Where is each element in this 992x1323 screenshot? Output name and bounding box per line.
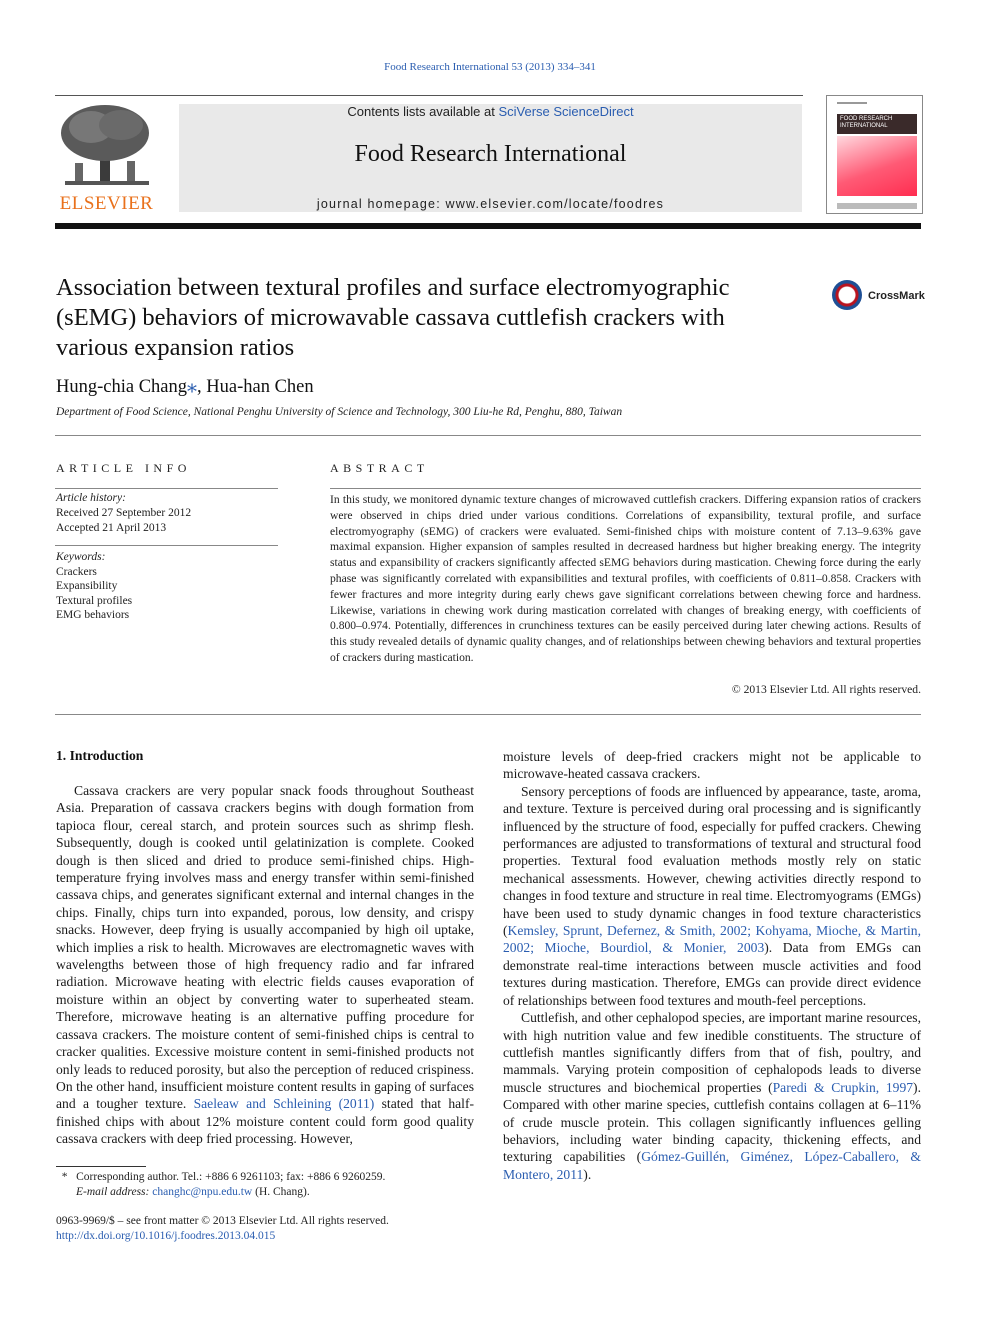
body-column-left: [56, 782, 474, 1148]
keyword: Expansibility: [56, 580, 118, 592]
paragraph-text: Cuttlefish, and other cephalopod species, are important marine resources, with high nutrition value and few inedible constituents. The structure of cuttlefish mantles significantly differs from that of fish, poultry, and mammals. Varying protein composition of cephalopods leads to diverse muscle structures and biochemical properties (: [503, 1010, 921, 1095]
footnote-text: Corresponding author. Tel.: +886 6 9261103; fax: +886 6 9260259.: [76, 1171, 386, 1183]
issn-line: 0963-9969/$ – see front matter © 2013 Elsevier Ltd. All rights reserved.: [56, 1215, 389, 1227]
email-suffix: (H. Chang).: [255, 1186, 310, 1198]
paragraph-text: ). Compared with other marine species, cuttlefish contains collagen at 6–11% of crude muscle protein. This collagen significantly influences gelling behaviors, including water binding capacity, thickening effects, and texturing capabilities (: [503, 1079, 921, 1165]
abstract-text: In this study, we monitored dynamic texture changes of microwaved cuttlefish crackers. Differing expansion ratios of crackers were observed in chips dried under various conditions. Correlations of expansibility, textural profile, and surface electromyography (sEMG) of crackers were evaluated. Semi-finished chips with moisture content of 7.13–9.63% gave maximal expansion. Higher expansion of samples resulted in decreased hardness but higher breaking energy. The integrity status and expansibility of crackers significantly affected sEMG behaviors during mastication. Chewing force during the early phase was significantly correlated with expansibilities and textural profiles, with coefficients of 0.811–0.858. Crackers with fewer fractures and more integrity during early chews gave significant correlations between chewing force and hardness. Likewise, variations in chewing work during mastication correlated with changes of breaking energy, with coefficients of 0.800–0.974. Potentially, differences in crunchiness textures can be easily perceived during later chewing actions. Results of this study revealed details of dynamic quality changes, and of relationships between chewing behaviors and textural properties of crackers during mastication.: [330, 493, 921, 664]
history-label: Article history:: [56, 492, 126, 504]
divider: [55, 714, 921, 715]
header-thick-rule: [55, 223, 921, 229]
paragraph-text: ).: [583, 1166, 592, 1182]
paragraph: [56, 782, 474, 1148]
received-date: Received 27 September 2012: [56, 506, 192, 519]
cover-topline: [837, 102, 867, 104]
citation-link[interactable]: Kemsley, Sprunt, Defernez, & Smith, 2002; Kohyama, Mioche, & Martin, 2002; Mioche, Bourdiol, & Monier, 2003: [503, 923, 921, 956]
keyword: Textural profiles: [56, 594, 133, 607]
abstract-heading: ABSTRACT: [330, 461, 429, 475]
corresponding-author-star[interactable]: ⁎: [187, 375, 198, 397]
article-info-heading: ARTICLE INFO: [56, 461, 191, 475]
cover-title: FOOD RESEARCH INTERNATIONAL: [840, 116, 893, 129]
journal-cover-thumbnail[interactable]: [826, 95, 923, 214]
accepted-date: Accepted 21 April 2013: [56, 521, 167, 534]
footnote-line: [56, 1170, 385, 1185]
citation-link[interactable]: Saeleaw and Schleining (2011): [193, 1096, 375, 1112]
divider: [330, 488, 921, 489]
paragraph-text: Cassava crackers are very popular snack foods throughout Southeast Asia. Preparation of cassava crackers begins with dough formation from tapioca flour, cereal starch, and protein sources such as shrimp flesh. Subsequently, dough is cooked until gelatinization is complete. Cooked dough is then sliced and dried to produce semi-finished chips. High-temperature frying involves mass and energy transfer within semi-finished cassava chips, and generates significant external and internal changes in the chips. Finally, chips turn into expanded, porous, low density, and crispy snacks. However, deep frying is usually accompanied by high oil uptake, which implies a risk to health. Microwaves are electromagnetic waves with wavelengths between those of high frequency radio and far infrared radiation. Microwave heating with electric fields causes evaporation of moisture within an object by converting water to superheated steam. Therefore, microwave heating is an alternative puffing procedure for cassava crackers. The moisture content of semi-finished chips is central to cracker qualities. Excessive moisture content in semi-finished products not only leads to reduced porosity, but also the perception of reduced crispiness. On the other hand, insufficient moisture content results in gaping of surfaces and a tougher texture.: [56, 783, 474, 1112]
citation-link[interactable]: Gómez-Guillén, Giménez, López-Caballero, & Montero, 2011: [503, 1149, 921, 1182]
divider: [55, 435, 921, 436]
front-matter: [56, 1214, 389, 1244]
journal-title: Food Research International: [354, 141, 627, 167]
keywords-list: [56, 550, 132, 623]
keyword: EMG behaviors: [56, 609, 130, 621]
author-separator: ,: [197, 377, 207, 397]
email-label: E-mail address:: [76, 1186, 150, 1198]
citation-link[interactable]: Paredi & Crupkin, 1997: [772, 1079, 914, 1095]
author-name[interactable]: Hua-han Chen: [206, 377, 314, 397]
header-rule: [55, 95, 803, 96]
paragraph: [503, 783, 921, 1009]
keywords-label: Keywords:: [56, 551, 106, 563]
cover-footer: [837, 203, 917, 209]
email-link[interactable]: changhc@npu.edu.tw: [152, 1186, 253, 1198]
elsevier-wordmark: ELSEVIER: [59, 193, 154, 214]
footnote-rule: [56, 1166, 146, 1167]
journal-homepage[interactable]: journal homepage: www.elsevier.com/locate/foodres: [316, 197, 665, 211]
article-history: [56, 491, 191, 535]
elsevier-logo: [55, 103, 158, 215]
doi-link[interactable]: http://dx.doi.org/10.1016/j.foodres.2013.04.015: [56, 1230, 276, 1242]
body-column-right: [503, 748, 921, 1183]
author-affiliation: Department of Food Science, National Penghu University of Science and Technology, 300 Liu-he Rd, Penghu, 880, Taiwan: [56, 406, 623, 418]
cover-artwork: [837, 136, 917, 196]
footnote-mark: *: [61, 1171, 68, 1183]
crossmark-badge[interactable]: [832, 280, 924, 316]
cover-title-band: [837, 114, 917, 134]
keyword: Crackers: [56, 565, 97, 578]
paragraph-text: ). Data from EMGs can demonstrate real-time interactions between muscle activities and food textures during mastication. Therefore, EMGs can provide direct evidence of relationships between food textures and mouth-feel perceptions.: [503, 940, 922, 1008]
sciencedirect-link[interactable]: SciVerse ScienceDirect: [498, 104, 634, 119]
divider: [55, 545, 278, 546]
contents-prefix: Contents lists available at: [347, 104, 499, 119]
corresponding-author-footnote: [56, 1170, 385, 1200]
journal-reference-link[interactable]: Food Research International 53 (2013) 334–341: [384, 61, 596, 73]
article-title: Association between textural profiles and surface electromyographic (sEMG) behaviors of microwavable cassava cuttlefish crackers with various expansion ratios: [56, 274, 730, 361]
divider: [55, 488, 278, 489]
crossmark-icon: [832, 280, 862, 310]
author-name[interactable]: Hung-chia Chang: [56, 377, 188, 397]
elsevier-tree-icon: [55, 103, 158, 193]
copyright-notice: © 2013 Elsevier Ltd. All rights reserved.: [731, 683, 921, 696]
paragraph: moisture levels of deep-fried crackers might not be applicable to microwave-heated cassava crackers.: [503, 749, 921, 782]
paragraph-text: Sensory perceptions of foods are influenced by appearance, taste, aroma, and texture. Texture is perceived during oral processing and is significantly influenced by the structure of food, especially for puffed crackers. Chewing performances are adjusted to transformations of textural and structural food properties. Textural food evaluation methods mostly rely on static mechanical assessments. However, chewing activities directly respond to changes in food texture and structure in real time. Electromyograms (EMGs) have been used to study dynamic changes in food texture characteristics (: [503, 783, 921, 939]
footnote-line: [56, 1185, 385, 1200]
section-heading-introduction: 1. Introduction: [56, 748, 144, 763]
paragraph: [503, 1009, 921, 1183]
contents-line: [179, 104, 802, 119]
author-list: [56, 373, 314, 398]
crossmark-label: CrossMark: [868, 290, 925, 302]
paragraph-text: stated that half-finished chips with about 12% moisture content could form good quality cassava crackers with deep fried processing. However,: [56, 1096, 474, 1147]
